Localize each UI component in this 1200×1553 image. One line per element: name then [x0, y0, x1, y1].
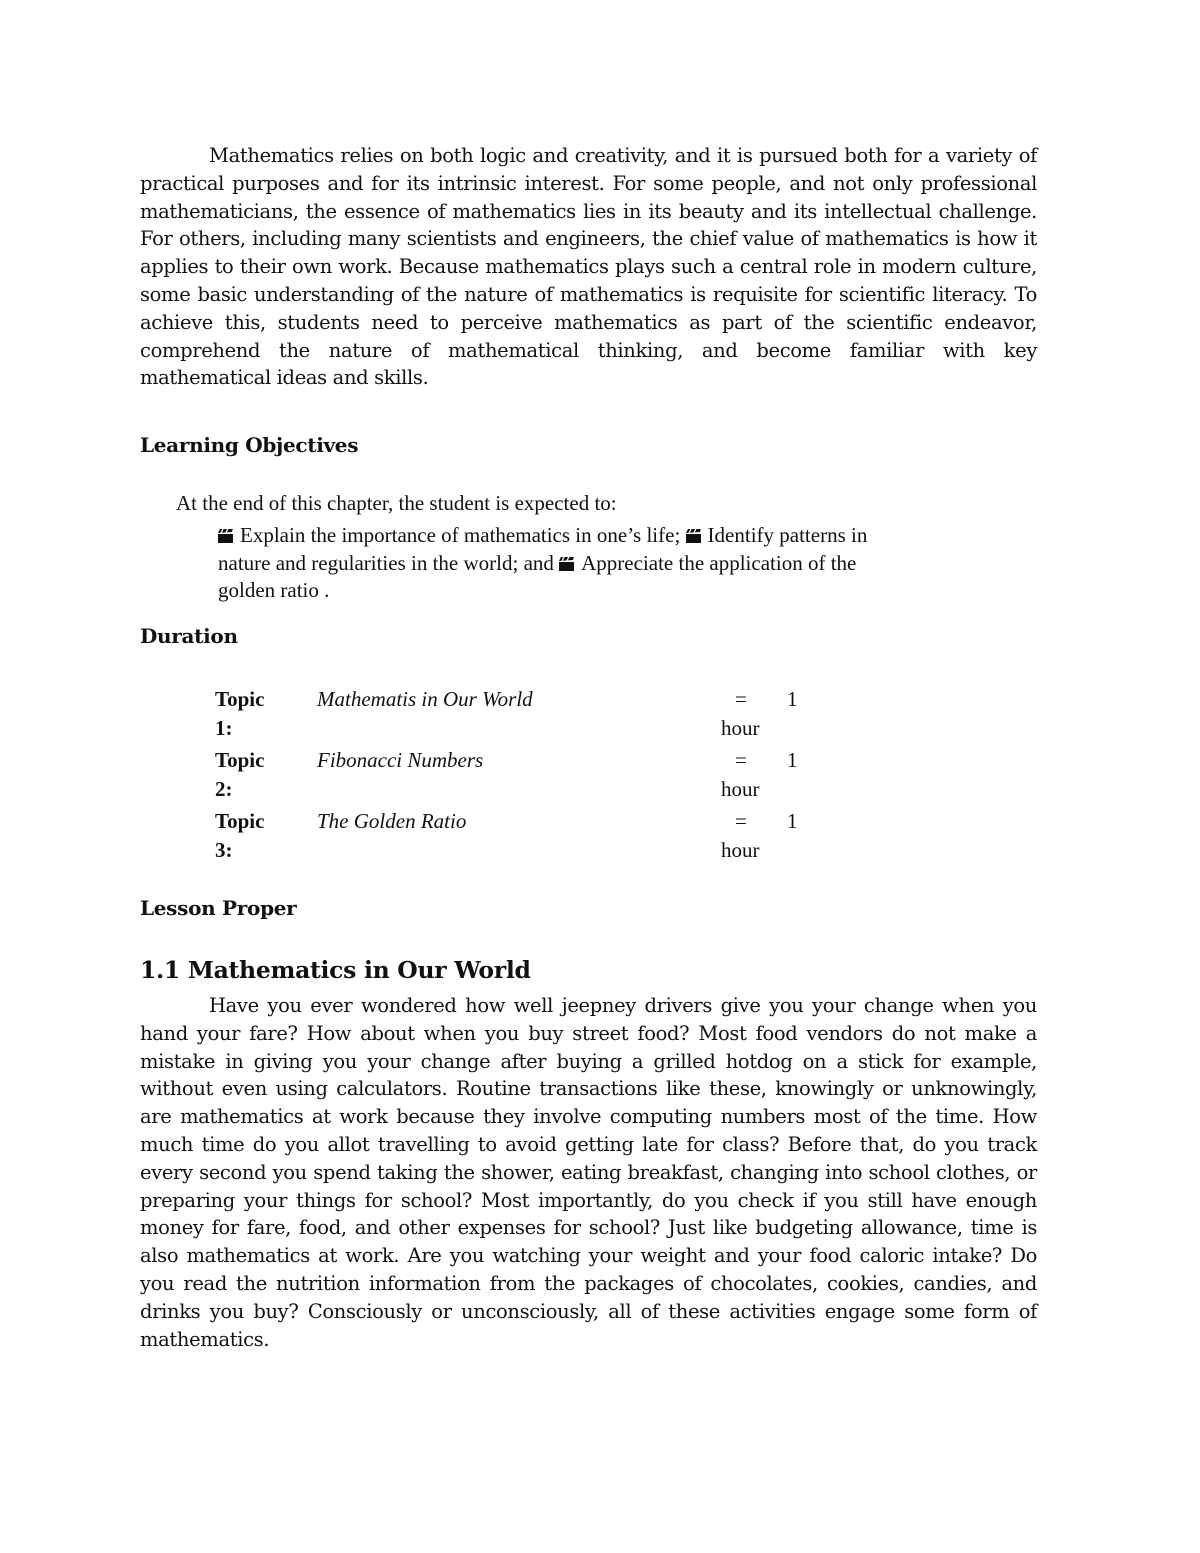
duration-unit: hour: [721, 716, 760, 740]
objective-item: Identify patterns in nature and regularities in the world; and: [218, 523, 868, 575]
topic-label-word: Topic: [215, 809, 265, 833]
equals-sign: =: [735, 687, 747, 711]
duration-row: [215, 807, 815, 868]
topic-label-word: Topic: [215, 687, 265, 711]
equals-sign: =: [735, 809, 747, 833]
topic-label-number: 1:: [215, 716, 233, 740]
lesson-paragraph: Have you ever wondered how well jeepney drivers give you your change when you hand your fare? How about when you buy street food? Most food vendors do not make a mistake in giving you your change after buying a grilled hotdog on a stick for example, without even using calculators. Routine transactions like these, knowingly or unknowingly, are mathematics at work because they involve computing numbers most of the time. How much time do you allot travelling to avoid getting late for class? Before that, do you track every second you spend taking the shower, eating breakfast, changing into school clothes, or preparing your things for school? Most importantly, do you check if you still have enough money for fare, food, and other expenses for school? Just like budgeting allowance, time is also mathematics at work. Are you watching your weight and your food caloric intake? Do you read the nutrition information from the packages of chocolates, cookies, candies, and drinks you buy? Consciously or unconsciously, all of these activities engage some form of mathematics.: [140, 994, 1037, 1351]
clapperboard-icon: [218, 529, 234, 543]
clapperboard-icon: [559, 557, 575, 571]
topic-label: [215, 807, 285, 865]
objective-item: Explain the importance of mathematics in one’s life;: [240, 523, 681, 547]
objective-item: Appreciate the application of the golden ratio .: [218, 550, 857, 602]
lesson-proper-heading: Lesson Proper: [140, 896, 297, 920]
duration-heading: Duration: [140, 624, 238, 648]
learning-objectives-heading: Learning Objectives: [140, 433, 359, 457]
topic-label: [215, 746, 285, 804]
duration-value: 1: [787, 687, 798, 711]
section-title: 1.1 Mathematics in Our World: [140, 956, 531, 984]
topic-label-word: Topic: [215, 748, 265, 772]
intro-paragraph: Mathematics relies on both logic and creativity, and it is pursued both for a variety of practical purposes and for its intrinsic interest. For some people, and not only professional mathematicians, the essence of mathematics lies in its beauty and its intellectual challenge. For others, including many scientists and engineers, the chief value of mathematics is how it applies to their own work. Because mathematics plays such a central role in modern culture, some basic understanding of the nature of mathematics is requisite for scientific literacy. To achieve this, students need to perceive mathematics as part of the scientific endeavor, comprehend the nature of mathematical thinking, and become familiar with key mathematical ideas and skills.: [140, 144, 1037, 390]
equals-sign: =: [735, 748, 747, 772]
duration-row: [215, 746, 815, 807]
duration-value: 1: [787, 748, 798, 772]
topic-label-number: 3:: [215, 838, 233, 862]
clapperboard-icon: [686, 529, 702, 543]
duration-unit: hour: [721, 777, 760, 801]
topic-label-number: 2:: [215, 777, 233, 801]
duration-row: [215, 685, 815, 746]
topic-name: Mathematis in Our World: [317, 687, 533, 711]
objectives-list: [218, 522, 898, 605]
topic-name: Fibonacci Numbers: [317, 748, 484, 772]
topic-name: The Golden Ratio: [317, 809, 467, 833]
duration-unit: hour: [721, 838, 760, 862]
topic-label: [215, 685, 285, 743]
duration-value: 1: [787, 809, 798, 833]
objectives-lead: At the end of this chapter, the student is expected to:: [176, 491, 617, 515]
